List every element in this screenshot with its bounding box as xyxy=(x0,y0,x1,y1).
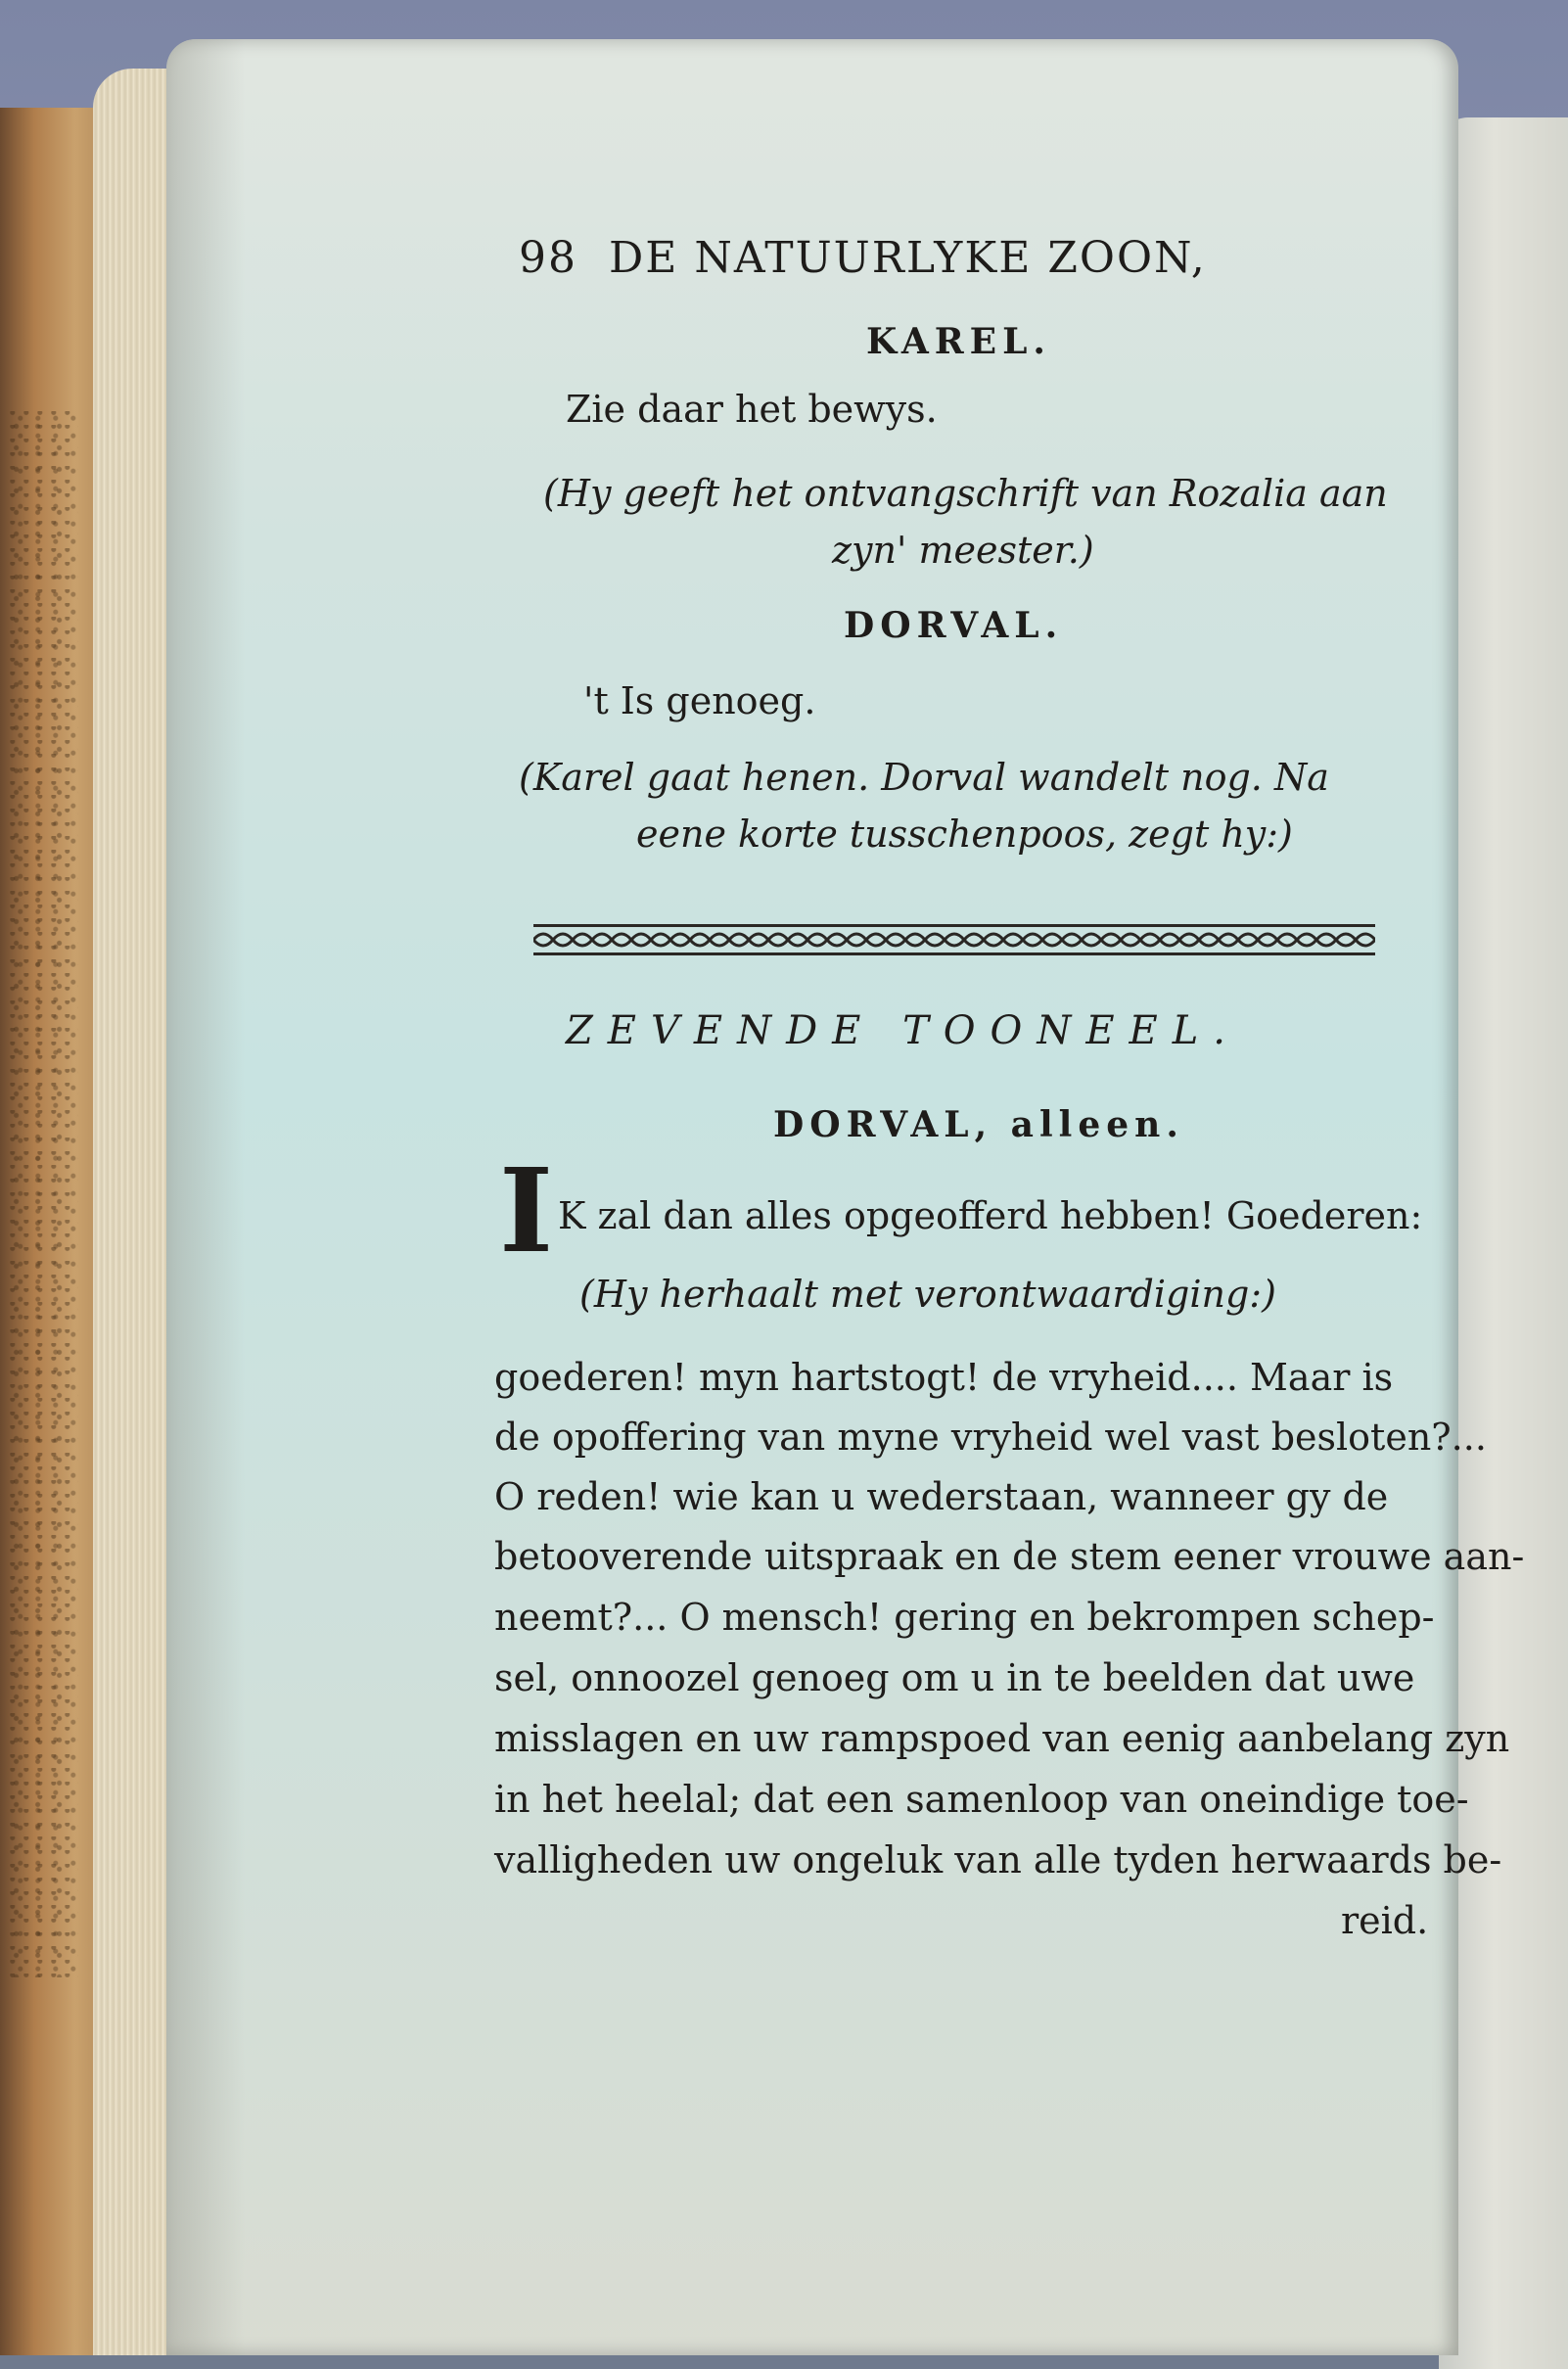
running-title: DE NATUURLYKE ZOON, xyxy=(609,233,1207,283)
speaker-dorval-alone: DORVAL, alleen. xyxy=(773,1104,1184,1145)
page-gutter-shadow xyxy=(166,39,245,2355)
speaker-dorval: DORVAL. xyxy=(844,605,1064,646)
body-line: O reden! wie kan u wederstaan, wanneer gy de xyxy=(494,1475,1389,1518)
body-line: de opoffering van myne vryheid wel vast besloten?... xyxy=(494,1416,1487,1459)
scene-title: ZEVENDE TOONEEL. xyxy=(566,1008,1241,1053)
monologue-first-line: K zal dan alles opgeofferd hebben! Goederen: xyxy=(558,1194,1423,1237)
body-line: misslagen en uw rampspoed van eenig aanbelang zyn xyxy=(494,1717,1510,1760)
dorval-speech: 't Is genoeg. xyxy=(583,679,816,722)
body-line: valligheden uw ongeluk van alle tyden herwaards be- xyxy=(494,1838,1502,1881)
stage-direction-2b: eene korte tusschenpoos, zegt hy:) xyxy=(636,813,1293,856)
running-head xyxy=(519,233,1207,283)
stage-direction-1a: (Hy geeft het ontvangschrift van Rozalia aan xyxy=(543,472,1388,515)
body-line: sel, onnoozel genoeg om u in te beelden dat uwe xyxy=(494,1656,1415,1699)
cover-foxing xyxy=(10,411,78,1977)
body-line: betooverende uitspraak en de stem eener vrouwe aan- xyxy=(494,1535,1525,1578)
karel-speech: Zie daar het bewys. xyxy=(566,388,938,431)
catchword: reid. xyxy=(1341,1899,1429,1942)
stage-direction-1b: zyn' meester.) xyxy=(832,529,1094,572)
monologue-stage-direction: (Hy herhaalt met verontwaardiging:) xyxy=(579,1273,1276,1316)
stage-direction-2a: (Karel gaat henen. Dorval wandelt nog. Na xyxy=(519,756,1329,799)
body-line: goederen! myn hartstogt! de vryheid.... Maar is xyxy=(494,1356,1394,1399)
speaker-karel: KAREL. xyxy=(866,321,1051,362)
body-line: in het heelal; dat een samenloop van oneindige toe- xyxy=(494,1778,1469,1821)
page-number: 98 xyxy=(519,233,577,283)
drop-cap: I xyxy=(499,1142,554,1278)
ornamental-divider xyxy=(533,920,1375,959)
body-line: neemt?... O mensch! gering en bekrompen schep- xyxy=(494,1596,1435,1639)
